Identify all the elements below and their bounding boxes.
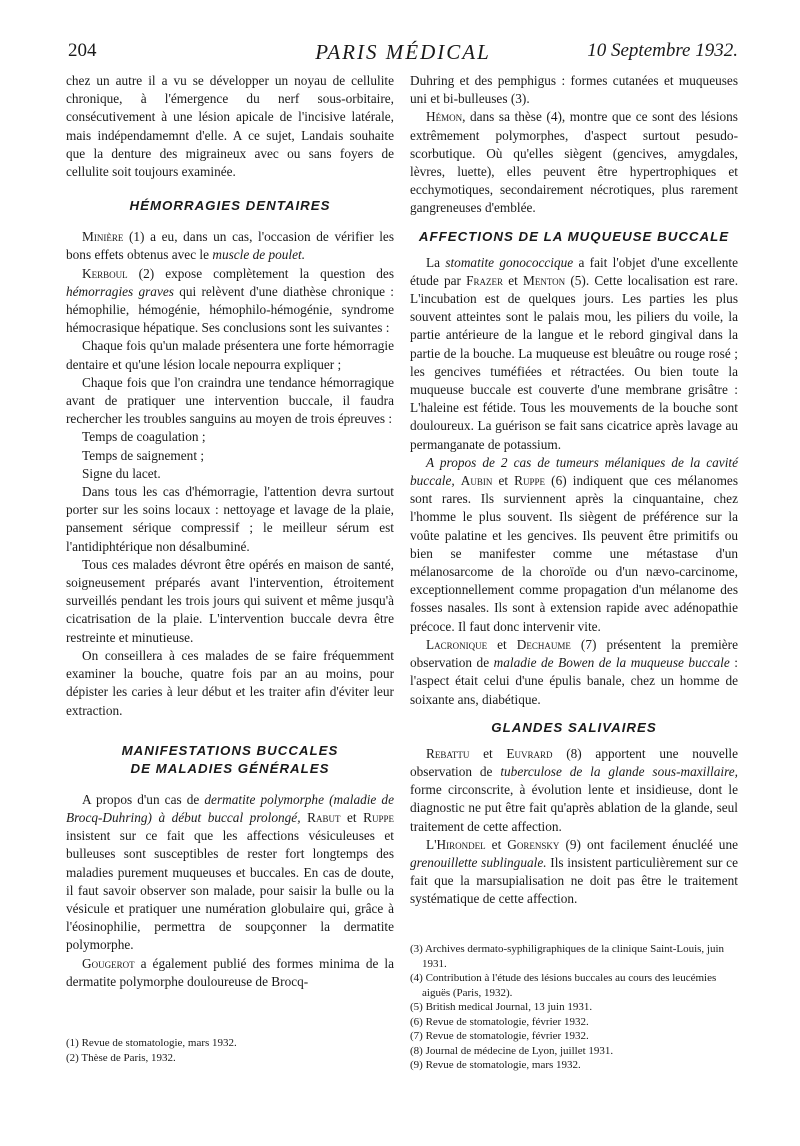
- text: (6) indiquent que ces mélanomes sont rares. Ils surviennent après la cinquantaine, chez l'homme le plus souvent. Ils siègent de préférence sur la voûte palatine et les gencives. Ils peuvent être primitifs ou bien se manifester comme une métastase d'un mélanosarcome de la choroïde ou d'un nævo-carcinome, exceptionnellement comme propagation d'un mélanome des fosses nasales. Ils sont à extension rapide avec adénopathie précoce. Il faut donc intervenir vite.: [410, 473, 738, 634]
- footnote: (9) Revue de stomatologie, mars 1932.: [410, 1059, 581, 1071]
- issue-date: 10 Septembre 1932.: [587, 40, 738, 61]
- author-name: Lacronique: [426, 636, 488, 652]
- paragraph-melanomes: [410, 454, 738, 636]
- journal-title: PARIS MÉDICAL: [315, 40, 491, 64]
- text: et: [340, 809, 364, 825]
- footnote: (1) Revue de stomatologie, mars 1932.: [66, 1037, 237, 1049]
- paragraph-stomatite: [410, 254, 738, 454]
- text: et: [487, 636, 517, 652]
- paragraph-kerboul: [66, 265, 394, 338]
- text: (5). Cette localisation est rare. L'incubation est de quelques jours. Les parties les plus souvent atteintes sont le palais mou, les piliers du voile, la partie antérieure de la langue et le rebord gingival dans la partie de la bouche. La muqueuse est bleuâtre ou rouge rosé ; les gencives tuméfiées et rétractées. Ou bien toute la muqueuse buccale est couverte d'une membrane grisâtre : L'haleine est fétide. Tous les mouvements de la bouche sont douloureux. La guérison se fait sans cicatrice après lavage au permanganate de potassium.: [410, 272, 739, 452]
- footnote: (7) Revue de stomatologie, février 1932.: [410, 1030, 589, 1042]
- author-name: L'Hirondel: [426, 836, 486, 852]
- text: et: [503, 272, 524, 288]
- italic-text: tuberculose de la glande sous-maxillaire,: [500, 763, 738, 779]
- italic-text: A propos de 2 cas de tumeurs mélaniques de la cavité buccale,: [410, 454, 738, 489]
- paragraph: Chaque fois qu'un malade présentera une forte hémorragie dentaire et qu'une lésion locale nepourra expliquer ;: [66, 338, 394, 372]
- right-column: [410, 72, 738, 909]
- italic-text: hémorragies graves: [66, 283, 174, 299]
- author-name: Hémon: [426, 109, 463, 125]
- footnote: (4) Contribution à l'étude des lésions buccales au cours des leucémies aiguës (Paris, 1932).: [410, 972, 717, 999]
- author-name: Dechaume: [516, 636, 571, 652]
- footnote: (3) Archives dermato-syphiligraphiques de la clinique Saint-Louis, juin 1931.: [410, 943, 725, 970]
- paragraph: chez un autre il a vu se développer un noyau de cellulite chronique, à l'émergence du nerf sous-orbitaire, consécutivement à une lésion apicale de l'incisive latérale, mais indépendamemnt d'elle. A ce sujet, Landais souhaite que la denture des migraineux avec ou sans foyers de cellulite soit toujours examinée.: [66, 73, 394, 180]
- text: et: [485, 836, 508, 852]
- footnote: (6) Revue de stomatologie, février 1932.: [410, 1015, 589, 1028]
- footnotes-right: [410, 942, 738, 1073]
- list-item: Temps de coagulation ;: [82, 429, 206, 445]
- paragraph-gougerot: [66, 955, 394, 991]
- section-heading-affections: AFFECTIONS DE LA MUQUEUSE BUCCALE: [418, 228, 730, 244]
- italic-text: muscle de poulet.: [212, 247, 306, 263]
- left-column: [66, 72, 394, 991]
- paragraph: Tous ces malades dévront être opérés en maison de santé, soigneusement préparés avant l'intervention, étroitement surveillés pendant les trois jours qui suivent et même jusqu'à cicatrisation de la plaie. L'intervention buccale devra être restreinte et minutieuse.: [66, 556, 394, 645]
- italic-text: dermatite polymorphe (maladie de Brocq-Duhring) à début buccal prolongé,: [66, 791, 394, 825]
- footnote: (2) Thèse de Paris, 1932.: [66, 1051, 176, 1064]
- italic-text: maladie de Bowen de la muqueuse buccale: [493, 655, 730, 671]
- author-name: Frazer: [466, 272, 504, 288]
- author-name: Rabut: [307, 809, 341, 825]
- text: a fait l'objet d'une excellente étude par: [410, 254, 738, 288]
- paragraph-hemon: [410, 108, 738, 217]
- text: (7) présentent la première observation de: [410, 636, 738, 671]
- author-name: Euvrard: [506, 745, 553, 761]
- paragraph: On conseillera à ces malades de se faire fréquemment examiner la bouche, quatre fois par an au moins, pour dépister les caries à leur début et les traiter afin d'éviter leur extraction.: [66, 647, 394, 718]
- page-header: [68, 40, 738, 70]
- text: , dans sa thèse (4), montre que ce sont des lésions extrêmement polymorphes, d'aspect surtout pesudo-scorbutique. Où qu'elles siègent (gencives, amygdales, lèvres, luette), elles peuvent être hypertrophiques et ecchymotiques, secondairement nécrotiques, plus rarement gangreneuses d'emblée.: [410, 109, 738, 216]
- paragraph-grenouillette: [410, 836, 738, 909]
- text: et: [492, 473, 515, 489]
- text: a également publié des formes minima de la dermatite polymorphe douloureuse de Brocq-: [66, 955, 394, 989]
- footnote: (5) British medical Journal, 13 juin 1931.: [410, 1001, 593, 1013]
- text: : l'aspect était celui d'une épulis banale, chez un homme de soixante ans, diabétique.: [410, 655, 738, 707]
- author-name: Ruppe: [363, 809, 395, 825]
- section-heading-glandes: GLANDES SALIVAIRES: [491, 719, 657, 735]
- author-name: Aubin: [460, 473, 493, 489]
- paragraph: Dans tous les cas d'hémorragie, l'attention devra surtout porter sur les soins locaux : nettoyage et lavage de la plaie, pansement sérique compressif ; le meilleur sérum est l'antidiphtérique non désalbuminé.: [66, 484, 394, 554]
- list-item: Signe du lacet.: [82, 465, 161, 481]
- text: (2) expose complètement la question des: [127, 265, 394, 281]
- text: forme circonscrite, à évolution lente et insidieuse, dont le diagnostic ne put être fait qu'après ablation de la glande, seul traitement de cette affection.: [410, 782, 738, 834]
- paragraph: Chaque fois que l'on craindra une tendance hémorragique avant de pratiquer une intervention buccale, il faudra rechercher les troubles sanguins au moyen de trois épreuves :: [66, 374, 394, 427]
- author-name: Ruppe: [514, 473, 546, 489]
- author-name: Menton: [523, 272, 566, 288]
- paragraph-tuberculose: [410, 745, 738, 836]
- italic-text: grenouillette sublinguale.: [410, 854, 547, 870]
- author-name: Minière: [82, 229, 124, 245]
- author-name: Kerboul: [82, 265, 128, 281]
- paragraph-apropos: [66, 791, 394, 955]
- text: (9) ont facilement énucléé une: [559, 836, 738, 852]
- footnotes-left: [66, 1036, 394, 1065]
- footnote: (8) Journal de médecine de Lyon, juillet 1931.: [410, 1044, 614, 1057]
- italic-text: stomatite gonococcique: [445, 254, 574, 270]
- author-name: Rebattu: [426, 745, 470, 761]
- paragraph-miniere: [66, 228, 394, 264]
- text: A propos d'un cas de: [82, 791, 205, 807]
- paragraph: Duhring et des pemphigus : formes cutanées et muqueuses uni et bi-bulleuses (3).: [410, 73, 738, 107]
- list-item: Temps de saignement ;: [82, 447, 205, 463]
- text: La: [426, 254, 446, 270]
- text: insistent sur ce fait que les affections vésiculeuses et bulleuses sont susceptibles de rester fort longtemps des maladies purement muqueuses et buccales. En cas de doute, il faut savoir observer son malade, pour saisir la bulle ou la vésicule et pratiquer une numération globulaire qui, grâce à l'éosinophilie, permettra de soupçonner la dermatite polymorphe.: [66, 828, 394, 953]
- page-number: 204: [68, 40, 97, 61]
- heading-line: DE MALADIES GÉNÉRALES: [130, 760, 330, 776]
- text: et: [469, 745, 507, 761]
- text: (8) apportent une nouvelle observation de: [410, 745, 739, 779]
- author-name: Gorensky: [507, 836, 560, 852]
- paragraph-bowen: [410, 636, 738, 709]
- section-heading-manifestations: [66, 742, 394, 778]
- section-heading-hemorragies: HÉMORRAGIES DENTAIRES: [129, 198, 331, 214]
- text: (1) a eu, dans un cas, l'occasion de vérifier les bons effets obtenus avec le: [66, 229, 394, 263]
- author-name: Gougerot: [82, 955, 135, 971]
- text: Ils insistent particulièrement sur ce fait que la marsupialisation ne doit pas être le traitement systématique de cette affection.: [410, 854, 738, 907]
- heading-line: MANIFESTATIONS BUCCALES: [121, 742, 339, 758]
- text: qui relèvent d'une diathèse chronique : hémophilie, hémogénie, hémophilo-hémogénie, syndrome hémocrasique hépatique. Ses conclusions sont les suivantes :: [66, 283, 394, 336]
